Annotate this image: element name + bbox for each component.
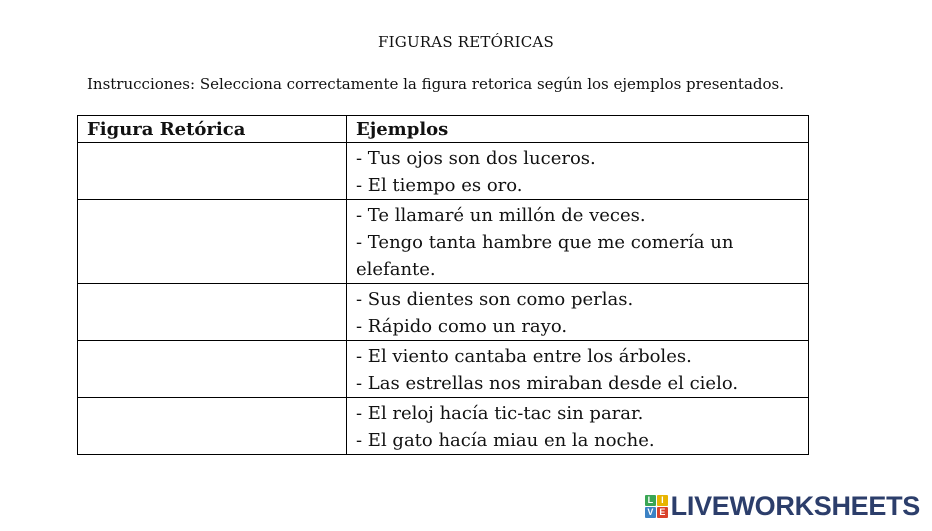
example-line: - El tiempo es oro. <box>356 175 523 196</box>
answer-cell-4[interactable] <box>78 341 347 398</box>
example-line: - Tus ojos son dos luceros. <box>356 148 596 169</box>
table-row <box>78 341 809 398</box>
table-row <box>78 200 809 284</box>
answer-cell-5[interactable] <box>78 398 347 455</box>
example-line: - Las estrellas nos miraban desde el cielo. <box>356 373 739 394</box>
example-line: - Tengo tanta hambre que me comería un elefante. <box>356 232 734 280</box>
header-figura-retorica: Figura Retórica <box>78 116 347 143</box>
answer-cell-2[interactable] <box>78 200 347 284</box>
header-ejemplos: Ejemplos <box>347 116 809 143</box>
example-line: - El viento cantaba entre los árboles. <box>356 346 692 367</box>
logo-tile: E <box>657 507 668 518</box>
logo-tile: V <box>645 507 656 518</box>
table-header-row <box>78 116 809 143</box>
example-line: - El gato hacía miau en la noche. <box>356 430 655 451</box>
liveworksheets-logo[interactable] <box>645 491 920 521</box>
answer-cell-3[interactable] <box>78 284 347 341</box>
answer-cell-1[interactable] <box>78 143 347 200</box>
logo-tile: L <box>645 495 656 506</box>
table-row <box>78 398 809 455</box>
examples-cell-5 <box>347 398 809 455</box>
example-line: - Rápido como un rayo. <box>356 316 568 337</box>
table-row <box>78 284 809 341</box>
liveworksheets-logo-icon <box>645 495 668 518</box>
example-line: - El reloj hacía tic-tac sin parar. <box>356 403 644 424</box>
example-line: - Sus dientes son como perlas. <box>356 289 634 310</box>
logo-tile: I <box>657 495 668 506</box>
examples-cell-2 <box>347 200 809 284</box>
page-title: FIGURAS RETÓRICAS <box>378 33 554 51</box>
instructions-text: Instrucciones: Selecciona correctamente la figura retorica según los ejemplos presentados. <box>87 75 784 93</box>
examples-cell-3 <box>347 284 809 341</box>
examples-cell-4 <box>347 341 809 398</box>
table-row <box>78 143 809 200</box>
examples-cell-1 <box>347 143 809 200</box>
example-line: - Te llamaré un millón de veces. <box>356 205 646 226</box>
rhetorical-figures-table <box>77 115 809 455</box>
brand-name: LIVEWORKSHEETS <box>670 490 920 521</box>
